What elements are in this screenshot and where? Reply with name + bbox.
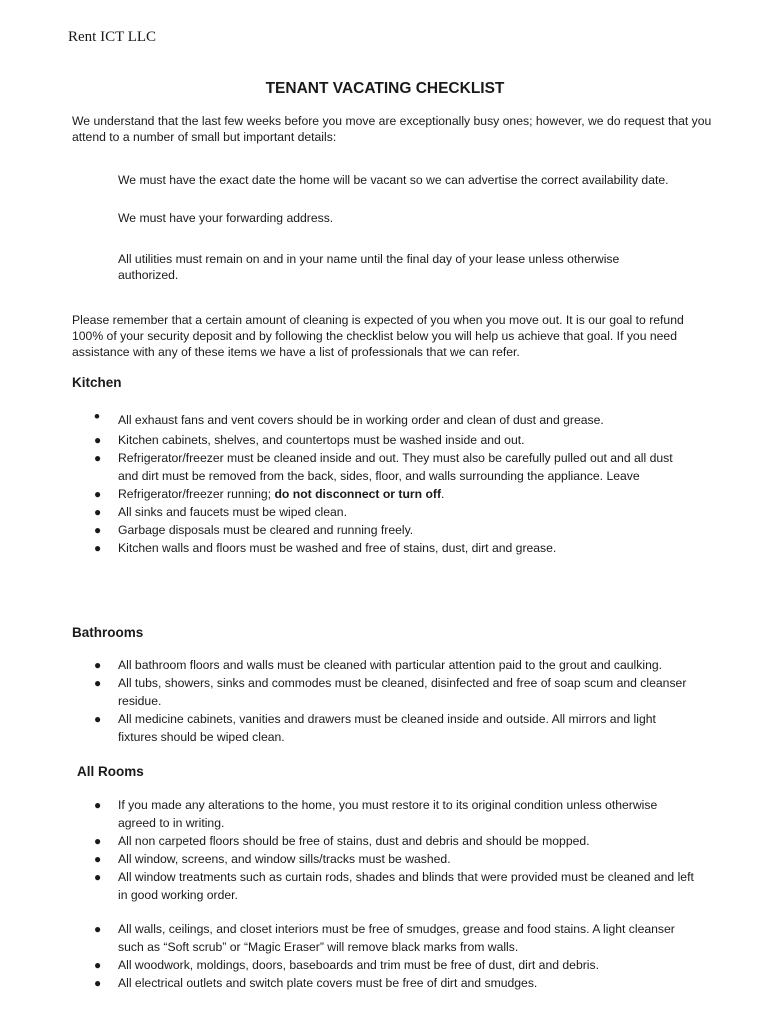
bullet-icon: ●	[94, 834, 102, 848]
list-item: ● All medicine cabinets, vanities and drawers must be cleaned inside and outside. All mirrors and light fixtures should be wiped clean.	[94, 712, 656, 744]
bullet-icon: ●	[94, 852, 102, 866]
all-rooms-list	[0, 796, 770, 992]
bullet-icon: ●	[94, 541, 102, 555]
list-item: ● All window treatments such as curtain rods, shades and blinds that were provided must be cleaned and left in good working order.	[94, 870, 694, 902]
list-item: ● Refrigerator/freezer must be cleaned inside and out. They must also be carefully pulled out and all dust and dirt must be removed from the back, sides, floor, and walls surrounding the appliance. Leave	[94, 451, 673, 483]
bullet-icon: ●	[94, 505, 102, 519]
list-item: ● All sinks and faucets must be wiped clean.	[94, 505, 347, 519]
list-item: ● All non carpeted floors should be free of stains, dust and debris and should be mopped.	[94, 834, 590, 848]
list-item: ● Kitchen walls and floors must be washed and free of stains, dust, dirt and grease.	[94, 541, 557, 555]
bathrooms-list	[0, 656, 770, 746]
list-item: ● Refrigerator/freezer running; do not disconnect or turn off.	[94, 487, 445, 501]
intro-paragraph: We understand that the last few weeks before you move are exceptionally busy ones; however, we do request that you attend to a number of small but important details:	[72, 114, 712, 144]
bathrooms-heading: Bathrooms	[72, 625, 144, 640]
list-item: • All exhaust fans and vent covers should be in working order and clean of dust and grease.	[94, 407, 604, 427]
list-item: ● All bathroom floors and walls must be cleaned with particular attention paid to the grout and caulking.	[94, 658, 663, 672]
kitchen-heading: Kitchen	[72, 375, 122, 390]
requirement-forwarding-address: We must have your forwarding address.	[118, 211, 334, 225]
list-item: ● All window, screens, and window sills/tracks must be washed.	[94, 852, 451, 866]
bullet-icon: ●	[94, 976, 102, 990]
bullet-icon: ●	[94, 433, 102, 447]
list-item: ● All walls, ceilings, and closet interiors must be free of smudges, grease and food stains. A light cleanser such as “Soft scrub” or “Magic Eraser” will remove black marks from walls.	[94, 922, 675, 954]
cleaning-note: Please remember that a certain amount of cleaning is expected of you when you move out. It is our goal to refund 100% of your security deposit and by following the checklist below you will help us achieve that goal. If you need assistance with any of these items we have a list of professionals that we can refer.	[72, 313, 684, 359]
list-item: ● All electrical outlets and switch plate covers must be free of dirt and smudges.	[94, 976, 538, 990]
kitchen-list	[0, 407, 770, 557]
bullet-icon: ●	[94, 922, 102, 936]
list-item: ● Kitchen cabinets, shelves, and countertops must be washed inside and out.	[94, 433, 525, 447]
bullet-icon: ●	[94, 870, 102, 884]
bullet-icon: ●	[94, 676, 102, 690]
emphasis-text: do not disconnect or turn off	[274, 487, 442, 501]
bullet-icon: ●	[94, 958, 102, 972]
bullet-icon: ●	[94, 451, 102, 465]
bullet-icon: •	[94, 407, 100, 426]
bullet-icon: ●	[94, 798, 102, 812]
list-item: ● Garbage disposals must be cleared and running freely.	[94, 523, 414, 537]
bullet-icon: ●	[94, 658, 102, 672]
company-name: Rent ICT LLC	[68, 29, 157, 45]
list-item: ● If you made any alterations to the home, you must restore it to its original condition unless otherwise agreed to in writing.	[94, 798, 658, 830]
requirement-vacancy-date: We must have the exact date the home will be vacant so we can advertise the correct availability date.	[118, 173, 669, 187]
requirement-utilities: All utilities must remain on and in your name until the final day of your lease unless otherwise authorized.	[118, 252, 620, 282]
list-item: ● All woodwork, moldings, doors, baseboards and trim must be free of dust, dirt and debris.	[94, 958, 599, 972]
document-title: TENANT VACATING CHECKLIST	[265, 80, 505, 97]
list-item: ● All tubs, showers, sinks and commodes must be cleaned, disinfected and free of soap scum and cleanser residue.	[94, 676, 687, 708]
bullet-icon: ●	[94, 523, 102, 537]
bullet-icon: ●	[94, 487, 102, 501]
all-rooms-heading: All Rooms	[77, 764, 144, 779]
bullet-icon: ●	[94, 712, 102, 726]
